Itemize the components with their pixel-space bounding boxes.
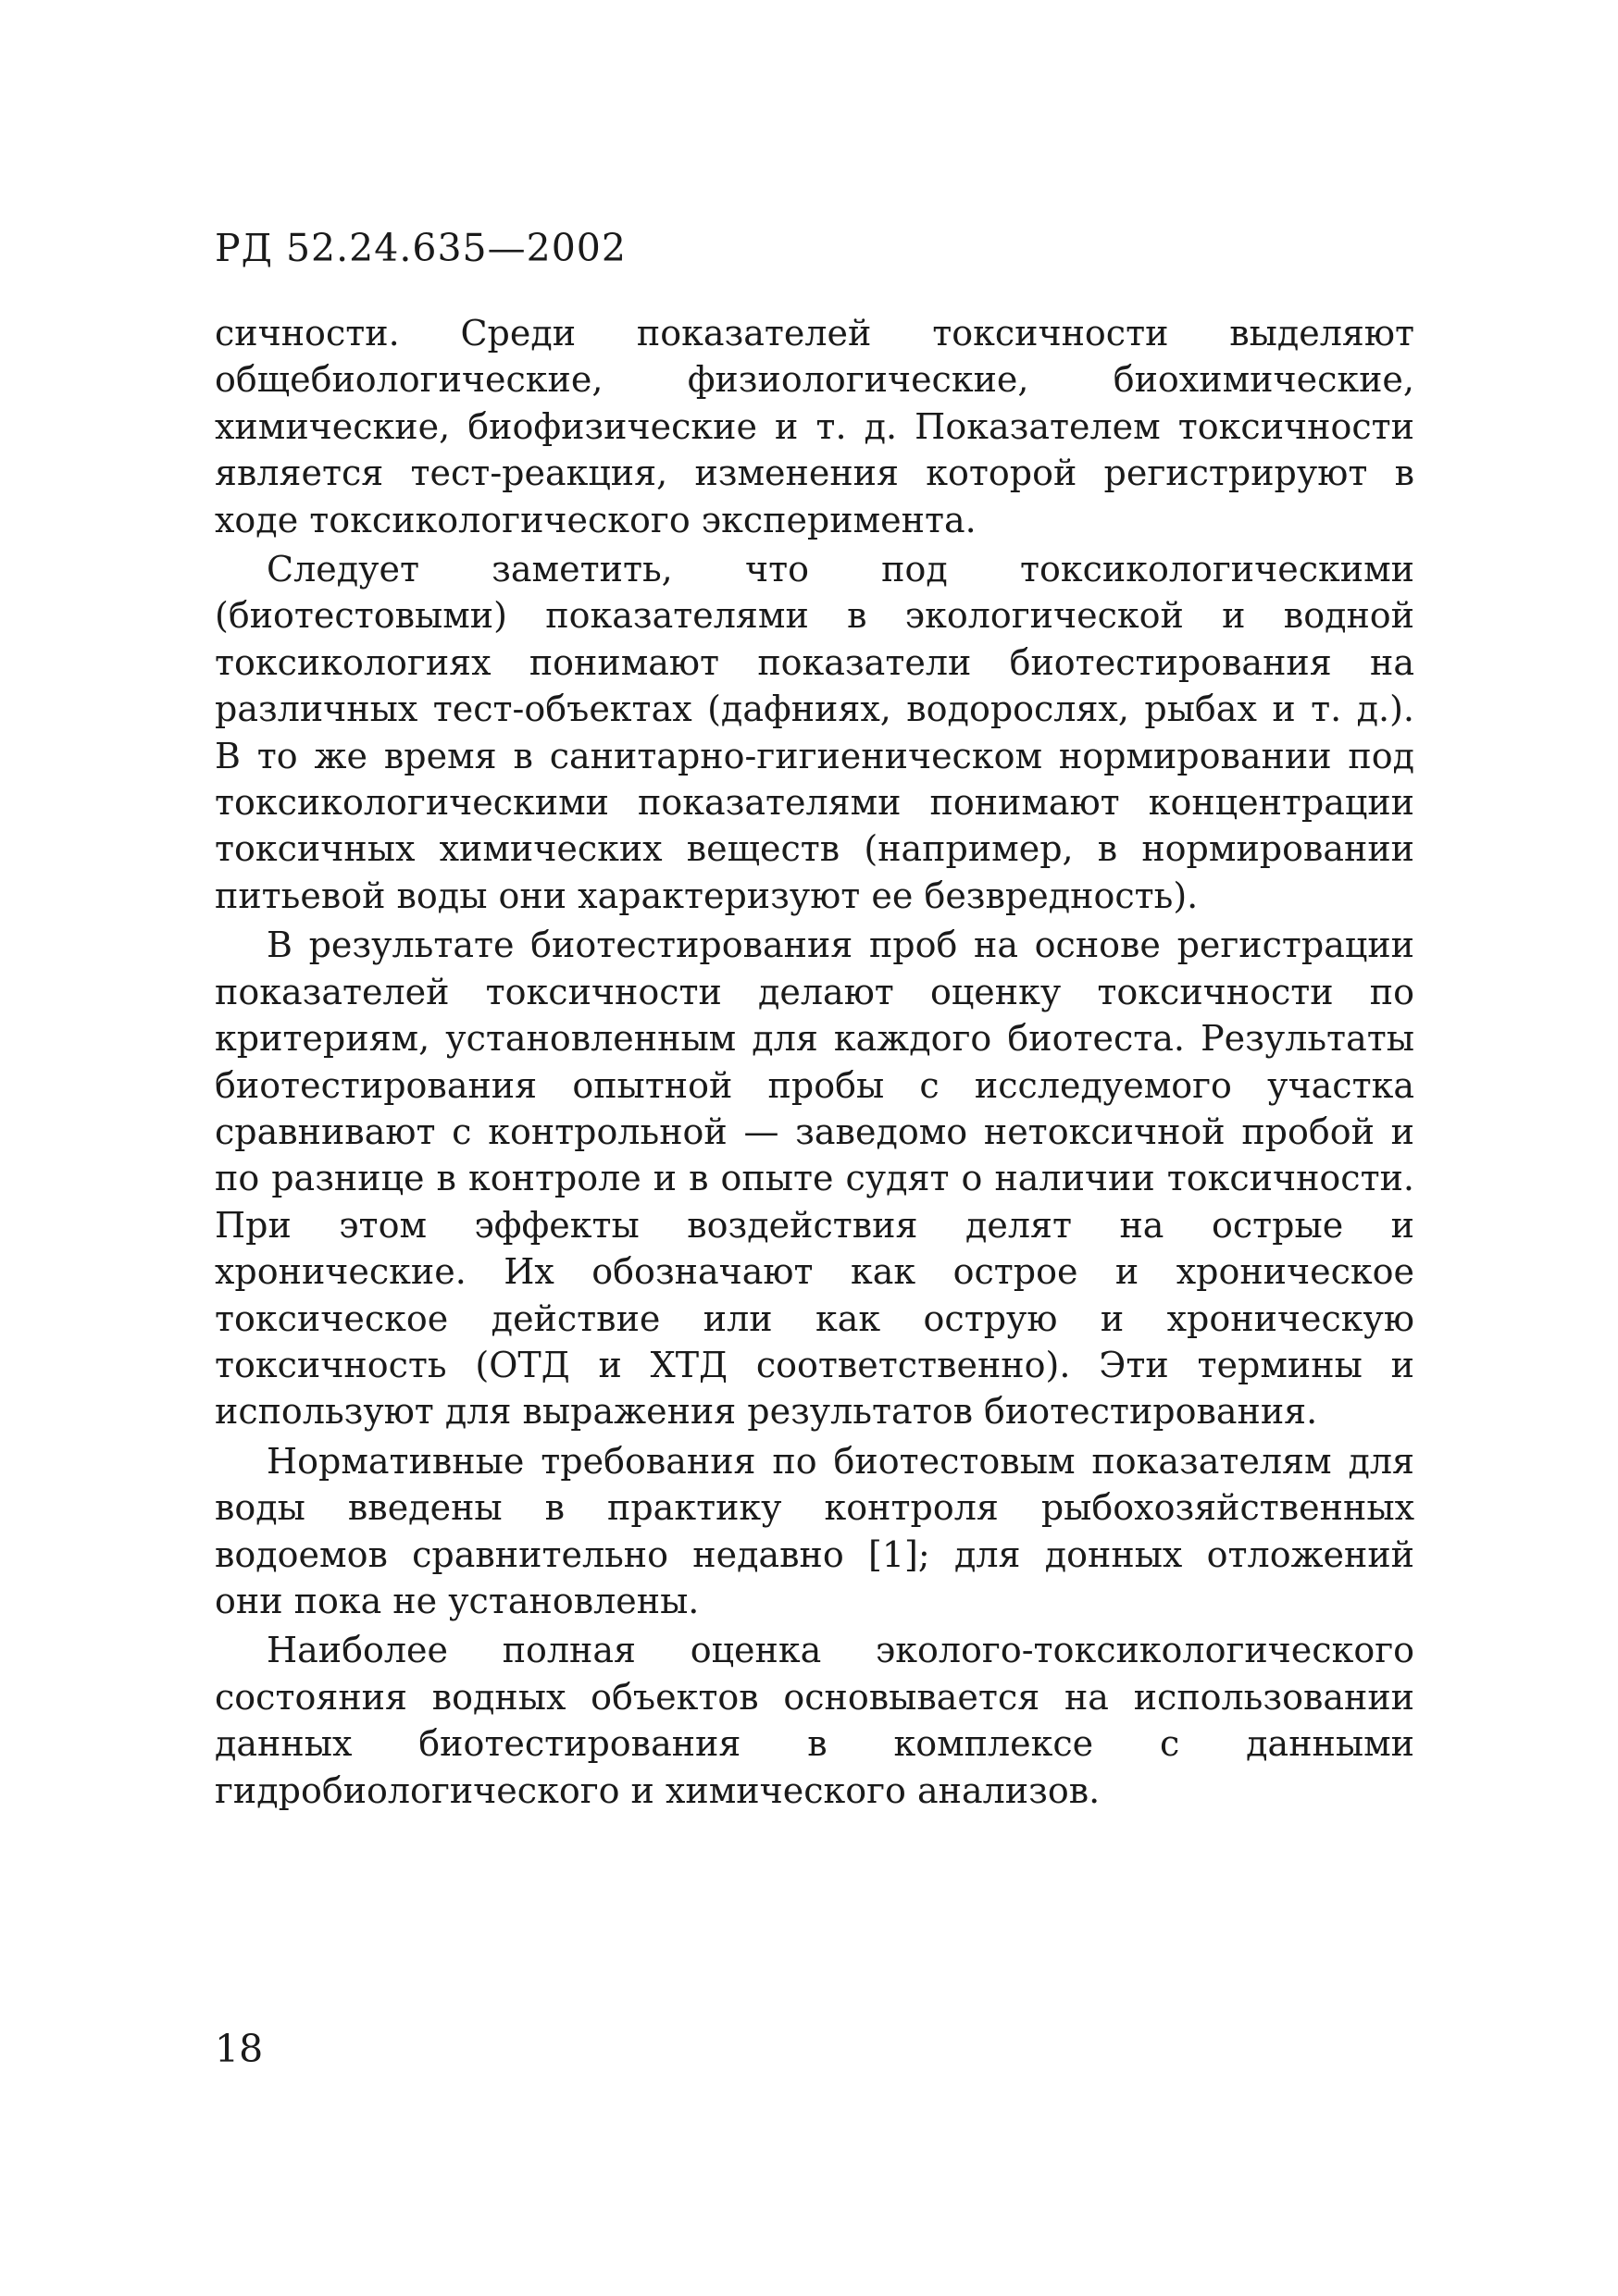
document-code-header: РД 52.24.635—2002 bbox=[215, 226, 627, 270]
paragraph-2: Следует заметить, что под токсикологическими (биотестовыми) показателями в экологической и водной токсикологиях понимают показатели биотестирования на различных тест-объектах (дафниях, водорослях, рыбах и т. д.). В то же время в санитарно-гигиеническом нормировании под токсикологическими показателями понимают концентрации токсичных химических веществ (например, в нормировании питьевой воды они характеризуют ее безвредность). bbox=[215, 549, 1414, 916]
body-text bbox=[215, 310, 1414, 1814]
paragraph-3: В результате биотестирования проб на основе регистрации показателей токсичности делают оценку токсичности по критериям, установленным для каждого биотеста. Результаты биотестирования опытной пробы с исследуемого участка сравнивают с контрольной — заведомо нетоксичной пробой и по разнице в контроле и в опыте судят о наличии токсичности. При этом эффекты воздействия делят на острые и хронические. Их обозначают как острое и хроническое токсическое действие или как острую и хроническую токсичность (ОТД и ХТД соответственно). Эти термины и используют для выражения результатов биотестирования. bbox=[215, 925, 1414, 1433]
page-number: 18 bbox=[215, 2027, 264, 2071]
paragraph-5: Наиболее полная оценка эколого-токсикологического состояния водных объектов основывается на использовании данных биотестирования в комплексе с данными гидробиологического и химического анализов. bbox=[215, 1630, 1414, 1811]
paragraph-1: сичности. Среди показателей токсичности выделяют общебиологические, физиологические, биохимические, химические, биофизические и т. д. Показателем токсичности является тест-реакция, изменения которой регистрируют в ходе токсикологического эксперимента. bbox=[215, 313, 1414, 540]
paragraph-4: Нормативные требования по биотестовым показателям для воды введены в практику контроля рыбохозяйственных водоемов сравнительно недавно [1]; для донных отложений они пока не установлены. bbox=[215, 1440, 1414, 1621]
